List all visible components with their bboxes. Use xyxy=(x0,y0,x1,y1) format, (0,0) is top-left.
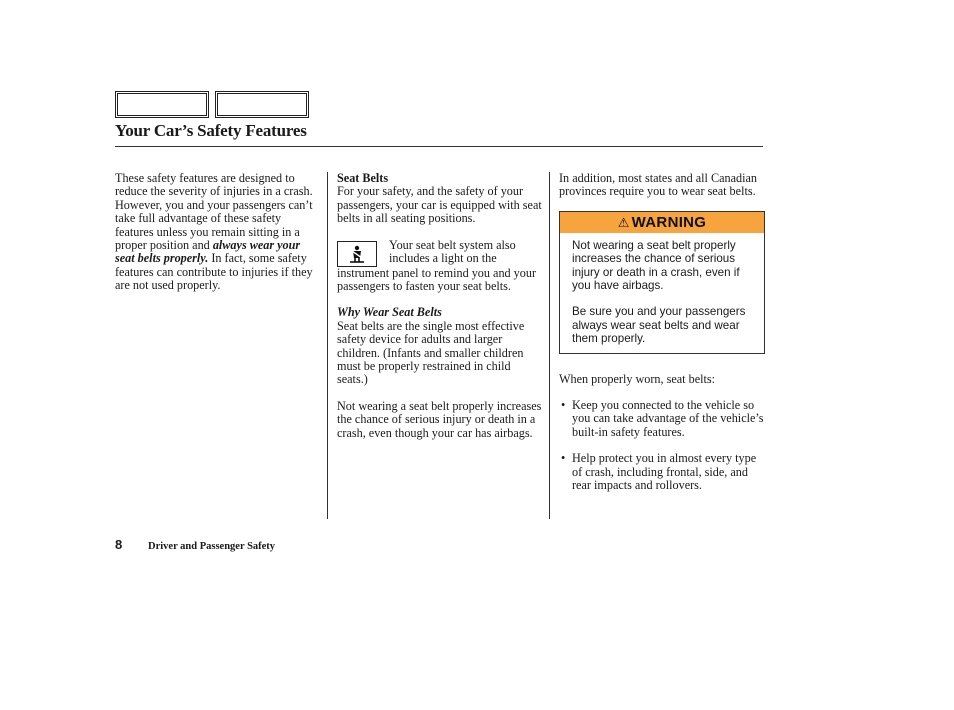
requirements-paragraph: In addition, most states and all Canadian provinces require you to wear seat belts. xyxy=(559,171,758,199)
page-number: 8 xyxy=(115,537,123,552)
warning-box xyxy=(559,211,765,354)
reminder-light-text-start: Your seat belt system also includes a light on the xyxy=(389,237,516,266)
seat-belts-heading: Seat Belts xyxy=(337,171,389,185)
warning-text-1: Not wearing a seat belt properly increases the chance of serious injury or death in a crash, even if you have airbags. xyxy=(572,238,740,293)
why-wear-heading: Why Wear Seat Belts xyxy=(337,305,442,320)
footer-section-title: Driver and Passenger Safety xyxy=(148,541,276,552)
section-tab-box-1 xyxy=(115,91,209,118)
column-seat-belts xyxy=(337,172,542,440)
airbag-note-paragraph: Not wearing a seat belt properly increases the chance of serious injury or death in a crash, even though your car has airbags. xyxy=(337,398,542,440)
column-intro xyxy=(115,172,320,293)
bullet-text: Help protect you in almost every type of crash, including frontal, side, and rear impacts and rollovers. xyxy=(572,451,757,493)
bullet-item xyxy=(561,399,769,439)
column-divider-1 xyxy=(327,172,328,519)
bullet-marker: • xyxy=(561,451,566,466)
reminder-light-text-rest: instrument panel to remind you and your passengers to fasten your seat belts. xyxy=(337,265,537,294)
bullet-marker: • xyxy=(561,398,566,413)
warning-text-2: Be sure you and your passengers always wear seat belts and wear them properly. xyxy=(572,305,746,346)
section-tab-box-2 xyxy=(215,91,309,118)
intro-text-start: These safety features are designed to reduce the severity of injuries in a crash. However, you and your passengers can’t take full advantage of these safety features unless you remain sitting in a proper position and xyxy=(115,171,313,253)
warning-body xyxy=(560,233,764,353)
intro-text-end: In fact, some safety features can contribute to injuries if they are not used properly. xyxy=(115,251,313,293)
why-wear-paragraph: Seat belts are the single most effective safety device for adults and larger children. (Infants and smaller children must be properly restrained in child seats.) xyxy=(337,318,525,387)
bullet-text: Keep you connected to the vehicle so you can take advantage of the vehicle’s built-in safety features. xyxy=(572,398,764,439)
column-divider-2 xyxy=(549,172,550,519)
warning-label: WARNING xyxy=(631,213,707,231)
warning-icon: ⚠ xyxy=(617,214,630,230)
reminder-light-row xyxy=(337,239,542,267)
warning-header xyxy=(560,212,764,233)
bullet-item xyxy=(561,452,769,492)
column-requirements xyxy=(559,172,769,493)
intro-paragraph xyxy=(115,172,320,293)
intro-emphasis: always wear your seat belts properly. xyxy=(115,238,301,266)
seatbelt-reminder-icon xyxy=(337,241,377,267)
page-title: Your Car’s Safety Features xyxy=(115,121,307,140)
properly-worn-intro: When properly worn, seat belts: xyxy=(559,371,716,386)
title-divider xyxy=(115,146,763,147)
seat-belts-paragraph: For your safety, and the safety of your passengers, your car is equipped with seat belts in all seating positions. xyxy=(337,184,542,226)
